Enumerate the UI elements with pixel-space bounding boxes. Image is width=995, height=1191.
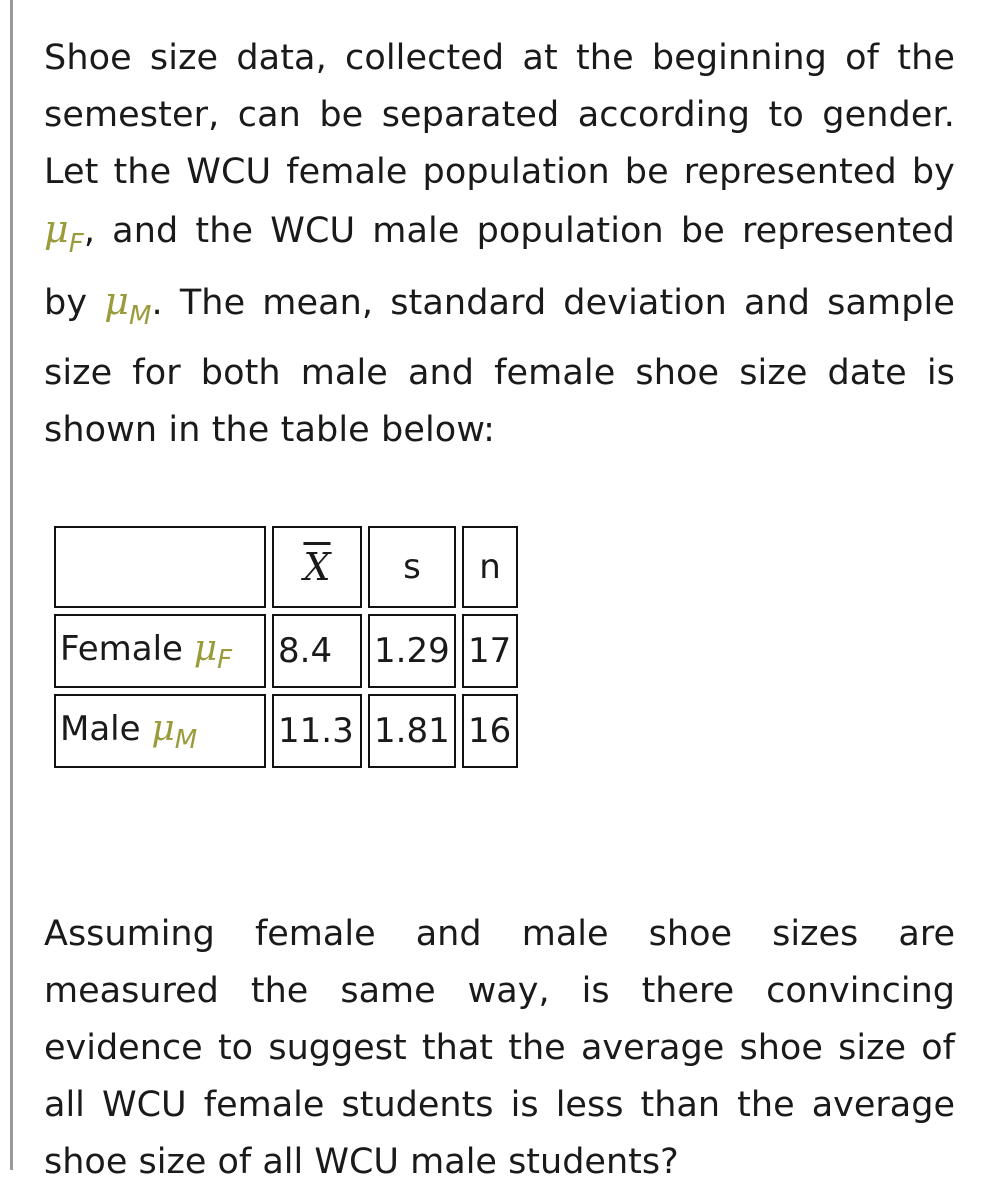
xbar-symbol: $\overline{X}$ xyxy=(303,545,331,589)
shoe-size-table xyxy=(48,520,524,774)
header-n-cell: n xyxy=(462,526,518,608)
table-row xyxy=(54,614,518,688)
mu-female-symbol: $\mu_F$ xyxy=(44,207,84,259)
row-label-female: Female $\mu_F$ xyxy=(54,614,266,688)
question-paragraph: Assuming female and male shoe sizes are measured the same way, is there convincing evidence to suggest that the average shoe size of all WCU female students is less than the average shoe size of all WCU male students? xyxy=(44,914,955,1182)
header-blank-cell xyxy=(54,526,266,608)
female-sd-cell: 1.29 xyxy=(368,614,456,688)
table-row xyxy=(54,694,518,768)
mu-male-icon: $\mu_M$ xyxy=(151,707,198,755)
mu-male-symbol: $\mu_M$ xyxy=(104,279,152,331)
table-header-row xyxy=(54,526,518,608)
intro-paragraph xyxy=(44,30,955,459)
male-sd-cell: 1.81 xyxy=(368,694,456,768)
intro-text-1: Shoe size data, collected at the beginning of the semester, can be separated according to gender. Let the WCU female population be represented by xyxy=(44,38,955,192)
header-sd-cell: s xyxy=(368,526,456,608)
male-mean-cell: 11.3 xyxy=(272,694,362,768)
female-n-cell: 17 xyxy=(462,614,518,688)
problem-intro xyxy=(44,30,955,459)
male-n-cell: 16 xyxy=(462,694,518,768)
row-label-male: Male $\mu_M$ xyxy=(54,694,266,768)
intro-text-3: . The mean, standard deviation and sample size for both male and female shoe size date is shown in the table below: xyxy=(44,283,955,450)
left-border-rule xyxy=(10,0,13,1170)
intro-text-2: , and the WCU male population be represented by xyxy=(44,211,955,323)
mu-female-icon: $\mu_F$ xyxy=(193,627,233,675)
female-mean-cell: 8.4 xyxy=(272,614,362,688)
header-mean-cell xyxy=(272,526,362,608)
